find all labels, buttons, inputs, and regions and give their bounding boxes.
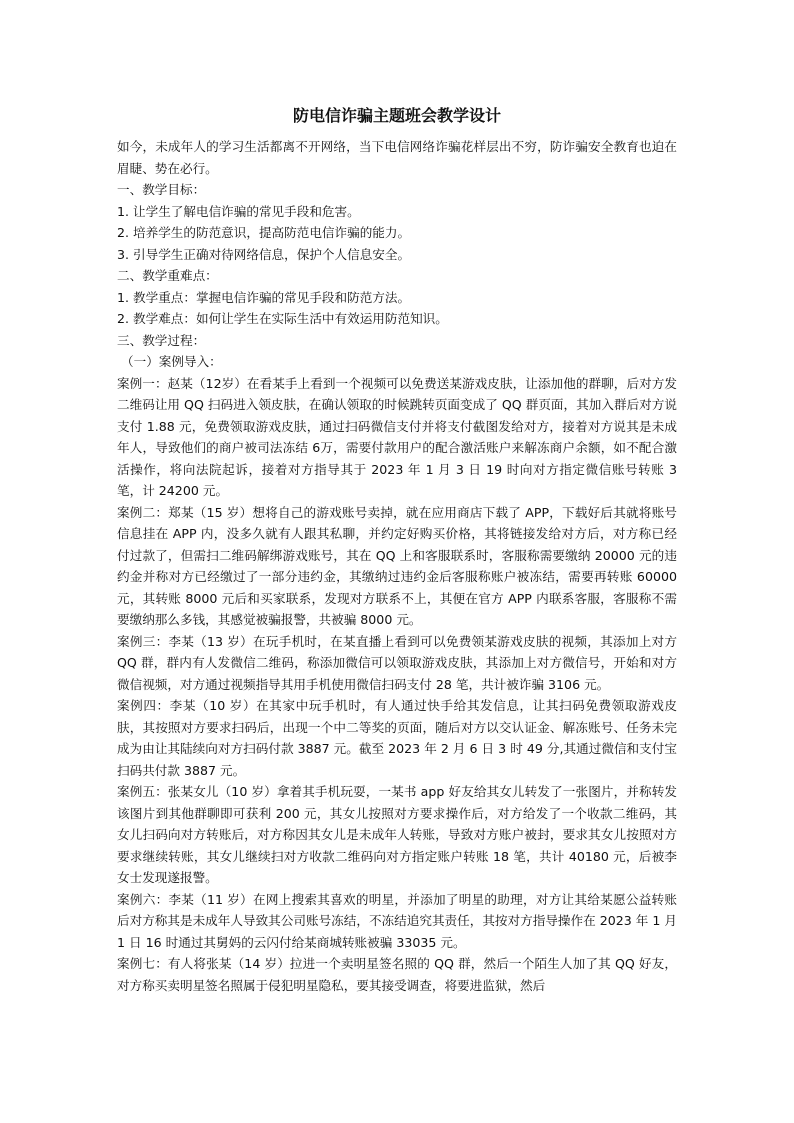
document-title: 防电信诈骗主题班会教学设计: [292, 106, 501, 125]
case-paragraph-6: 案例六：李某（11 岁）在网上搜索其喜欢的明星，并添加了明星的助理，对方让其给某愿公益转账后对方称其是未成年人导致其公司账号冻结，不冻结追究其责任，其按对方指导操作在 2023 年 1 月 1 日 16 时通过其舅妈的云闪付给某商城转账被骗 33035 元。: [117, 891, 677, 950]
subsection-heading-case-intro: （一）案例导入：: [121, 354, 222, 369]
case-paragraph-1: 案例一：赵某（12岁）在看某手上看到一个视频可以免费送某游戏皮肤，让添加他的群聊，后对方发二维码让用 QQ 扫码进入领皮肤，在确认领取的时候跳转页面变成了 QQ 群页面，其加入群后对方说支付 1.88 元，免费领取游戏皮肤，通过扫码微信支付并将支付截图发给对方，接着对方说其是未成年人，导致他们的商户被司法冻结 6万，需要付款用户的配合激活账户来解冻商户余额，如不配合激活操作，将向法院起诉，接着对方指导其于 2023 年 1 月 3 日 19 时向对方指定微信账号转账 3 笔，计 24200 元。: [117, 375, 677, 498]
key-point-item: 1. 教学重点：掌握电信诈骗的常见手段和防范方法。: [117, 289, 411, 305]
section-heading-process: 三、教学过程：: [117, 332, 206, 348]
section-heading-objectives: 一、教学目标：: [117, 182, 206, 197]
objective-item: 1. 让学生了解电信诈骗的常见手段和危害。: [117, 203, 360, 219]
case-paragraph-7: 案例七：有人将张某（14 岁）拉进一个卖明星签名照的 QQ 群，然后一个陌生人加了其 QQ 好友，对方称买卖明星签名照属于侵犯明星隐私，要其接受调查，将要进监狱，然后: [117, 956, 677, 993]
case-paragraph-5: 案例五：张某女儿（10 岁）拿着其手机玩耍，一某书 app 好友给其女儿转发了一张图片，并称转发该图片到其他群聊即可获利 200 元，其女儿按照对方要求操作后，对方给发了一个收款二维码，其女儿扫码向对方转账后，对方称因其女儿是未成年人转账，导致对方账户被封，要求其女儿按照对方要求继续转账，其女儿继续扫对方收款二维码向对方指定账户转账 18 笔，共计 40180 元，后被李女士发现遂报警。: [117, 784, 677, 885]
section-heading-key-points: 二、教学重难点：: [117, 268, 218, 283]
case-paragraph-2: 案例二：郑某（15 岁）想将自己的游戏账号卖掉，就在应用商店下载了 APP，下载好后其就将账号信息挂在 APP 内，没多久就有人跟其私聊，并约定好购买价格，其将链接发给对方后，对方称已经付过款了，但需扫二维码解绑游戏账号，其在 QQ 上和客服联系时，客服称需要缴纳 20000 元的违约金并称对方已经缴过了一部分违约金，其缴纳过违约金后客服称账户被冻结，需要再转账 60000 元，其转账 8000 元后和买家联系，发现对方联系不上，其便在官方 APP 内联系客服，客服称不需要缴纳那么多钱，其感觉被骗报警，共被骗 8000 元。: [117, 504, 677, 627]
document-body: [117, 136, 677, 996]
case-paragraph-4: 案例四：李某（10 岁）在其家中玩手机时，有人通过快手给其发信息，让其扫码免费领取游戏皮肤，其按照对方要求扫码后，出现一个中二等奖的页面，随后对方以交认证金、解冻账号、任务未完成为由让其陆续向对方扫码付款 3887 元。截至 2023 年 2 月 6 日 3 时 49 分,其通过微信和支付宝扫码共付款 3887 元。: [117, 698, 677, 778]
case-paragraph-3: 案例三：李某（13 岁）在玩手机时，在某直播上看到可以免费领某游戏皮肤的视频，其添加上对方 QQ 群，群内有人发微信二维码，称添加微信可以领取游戏皮肤，其添加上对方微信号，开始和对方微信视频，对方通过视频指导其用手机使用微信扫码支付 28 笔，共计被诈骗 3106 元。: [117, 633, 677, 692]
intro-paragraph: 如今，未成年人的学习生活都离不开网络，当下电信网络诈骗花样层出不穷，防诈骗安全教育也迫在眉睫、势在必行。: [117, 139, 677, 176]
key-point-item: 2. 教学难点：如何让学生在实际生活中有效运用防范知识。: [117, 311, 448, 326]
objective-item: 3. 引导学生正确对待网络信息，保护个人信息安全。: [117, 246, 411, 262]
objective-item: 2. 培养学生的防范意识，提高防范电信诈骗的能力。: [117, 225, 411, 240]
